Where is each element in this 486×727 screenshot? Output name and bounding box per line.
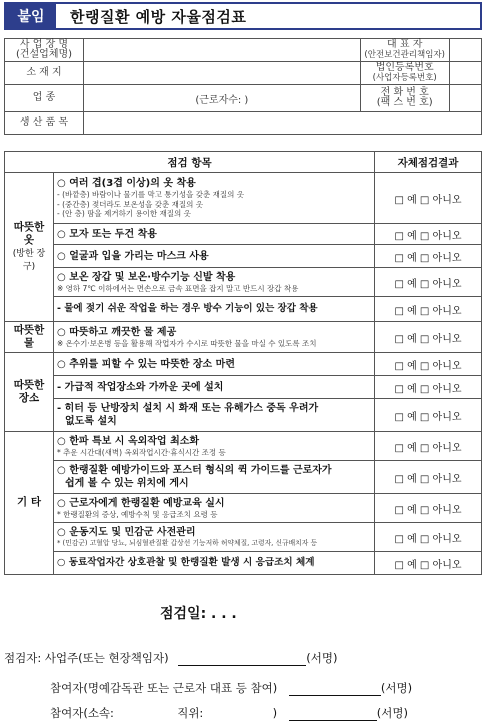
sign-mark: (서명): [376, 706, 408, 720]
result-checkbox[interactable]: □ 예 □ 아니오: [375, 461, 482, 494]
result-checkbox[interactable]: □ 예 □ 아니오: [375, 224, 482, 245]
check-item-education: ○ 근로자에게 한랭질환 예방교육 실시 * 한랭질환의 증상, 예방수칙 및 응급조치 요령 등: [54, 494, 375, 523]
industry-value[interactable]: [84, 85, 361, 112]
result-checkbox[interactable]: □ 예 □ 아니오: [375, 322, 482, 353]
check-item-warm-place: ○ 추위를 피할 수 있는 따뜻한 장소 마련: [54, 353, 375, 376]
result-checkbox[interactable]: □ 예 □ 아니오: [375, 245, 482, 268]
result-checkbox[interactable]: □ 예 □ 아니오: [375, 353, 482, 376]
inspector-signature-line: [4, 650, 337, 666]
category-place: 따뜻한 장소: [5, 353, 54, 432]
check-item-warm-water: ○ 따뜻하고 깨끗한 물 제공 ※ 온수기·보온병 등을 활용해 작업자가 수시로 따뜻한 물을 마실 수 있도록 조치: [54, 322, 375, 353]
phone-label: 전 화 번 호 (팩 스 번 호): [360, 85, 449, 112]
check-item-layers: ○ 여러 겹(3겹 이상)의 옷 착용 - (바깥층) 바람이나 물기를 막고 통기성을 갖춘 재질의 옷 - (중간층) 젖더라도 보온성을 갖춘 재질의 옷 - (안 층) 땀을 제거하기 용이한 재질의 옷: [54, 173, 375, 224]
company-info-table: [4, 38, 482, 135]
participant1-label: 참여자(명예감독관 또는 근로자 대표 등 참여): [50, 681, 278, 695]
result-checkbox[interactable]: □ 예 □ 아니오: [375, 432, 482, 461]
company-label: 사 업 장 명 (건설업체명): [5, 39, 84, 62]
product-label: 생 산 품 목: [5, 112, 84, 135]
check-item-outdoor-minimize: ○ 한파 특보 시 옥외작업 최소화 * 추운 시간대(새벽) 옥외작업시간·휴식시간 조정 등: [54, 432, 375, 461]
result-checkbox[interactable]: □ 예 □ 아니오: [375, 297, 482, 322]
sign-mark: (서명): [380, 681, 413, 695]
participant2-signature-field[interactable]: [289, 709, 377, 721]
form-header: [4, 2, 482, 30]
sign-mark: (서명): [306, 651, 338, 665]
participant2-signature-line: [50, 705, 408, 721]
inspector-signature-field[interactable]: [178, 654, 306, 666]
check-item-waterproof-gloves: - 물에 젖기 쉬운 작업을 하는 경우 방수 기능이 있는 장갑 착용: [54, 297, 375, 322]
result-checkbox[interactable]: □ 예 □ 아니오: [375, 523, 482, 552]
check-item-mask: ○ 얼굴과 입을 가리는 마스크 사용: [54, 245, 375, 268]
check-item-gloves: ○ 보온 장갑 및 보온·방수기능 신발 착용 ※ 영하 7℃ 이하에서는 면손으로 금속 표면을 잡지 말고 반드시 장갑 착용: [54, 268, 375, 297]
participant2-label: 참여자(소속:: [50, 706, 114, 720]
company-value[interactable]: [84, 39, 361, 62]
address-label: 소 재 지: [5, 62, 84, 85]
check-item-guide-posting: ○ 한랭질환 예방가이드와 포스터 형식의 퀵 가이드를 근로자가 쉽게 볼 수 있는 위치에 게시: [54, 461, 375, 494]
biz-reg-label: 법인등록번호 (사업자등록번호): [360, 62, 449, 85]
inspector-label: 점검자: 사업주(또는 현장책임자): [4, 651, 169, 665]
result-checkbox[interactable]: □ 예 □ 아니오: [375, 494, 482, 523]
rep-label: 대 표 자 (안전보건관리책임자): [360, 39, 449, 62]
category-clothes: 따뜻한 옷 (방한 장구): [5, 173, 54, 322]
col-item-header: 점검 항목: [5, 152, 375, 173]
biz-reg-value[interactable]: [449, 62, 481, 85]
category-etc: 기 타: [5, 432, 54, 575]
inspection-date: 점검일: . . .: [160, 606, 237, 622]
attachment-badge: 붙임: [6, 4, 56, 28]
participant1-signature-field[interactable]: [289, 684, 381, 696]
workers-label: (근로자수: ): [195, 94, 249, 106]
check-item-heater-safety: - 히터 등 난방장치 설치 시 화재 또는 유해가스 중독 우려가 없도록 설치: [54, 399, 375, 432]
check-item-near-worksite: - 가급적 작업장소와 가까운 곳에 설치: [54, 376, 375, 399]
form-title: 한랭질환 예방 자율점검표: [70, 7, 247, 26]
result-checkbox[interactable]: □ 예 □ 아니오: [375, 399, 482, 432]
product-value[interactable]: [84, 112, 482, 135]
industry-label: 업 종: [5, 85, 84, 112]
participant1-signature-line: [50, 680, 412, 696]
category-water: 따뜻한 물: [5, 322, 54, 353]
rep-value[interactable]: [449, 39, 481, 62]
checklist-table: [4, 151, 482, 575]
check-item-hat: ○ 모자 또는 두건 착용: [54, 224, 375, 245]
position-label: 직위:: [177, 706, 204, 720]
address-value[interactable]: [84, 62, 361, 85]
result-checkbox[interactable]: □ 예 □ 아니오: [375, 173, 482, 224]
close-paren: ): [272, 706, 278, 720]
check-item-exercise-sensitive: ○ 운동지도 및 민감군 사전관리 * (민감군) 고혈압 당뇨, 뇌심혈관질환 갑상선 기능저하 허약체질, 고령자, 신규배치자 등: [54, 523, 375, 552]
col-result-header: 자체점검결과: [375, 152, 482, 173]
result-checkbox[interactable]: □ 예 □ 아니오: [375, 268, 482, 297]
result-checkbox[interactable]: □ 예 □ 아니오: [375, 552, 482, 575]
check-item-mutual-observation: ○ 동료작업자간 상호관찰 및 한랭질환 발생 시 응급조치 체계: [54, 552, 375, 575]
result-checkbox[interactable]: □ 예 □ 아니오: [375, 376, 482, 399]
phone-value[interactable]: [449, 85, 481, 112]
